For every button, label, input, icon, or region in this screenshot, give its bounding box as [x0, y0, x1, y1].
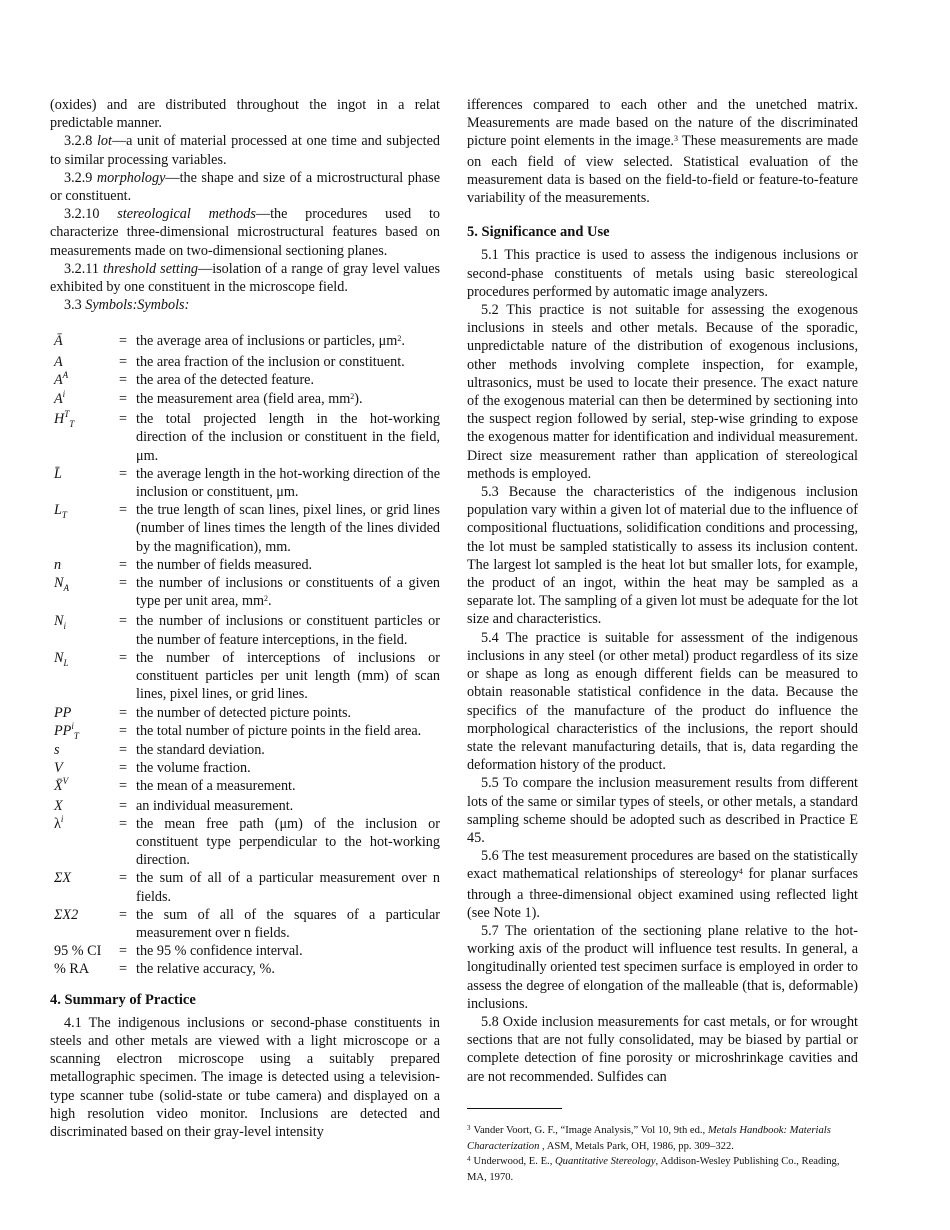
- footnote-number: 4: [467, 1154, 471, 1163]
- symbol-row: [50, 704, 440, 722]
- symbol: [50, 390, 110, 409]
- footnote-ref: 4: [738, 867, 743, 877]
- clause-number: 3.2.8: [64, 133, 93, 150]
- symbol: [50, 722, 110, 741]
- footnote-ref: 3: [674, 134, 679, 144]
- symbol-definition: [136, 353, 440, 371]
- definition-text: the total projected length in the hot-working direction of the inclusion or constituent in the field, μm.: [136, 411, 440, 464]
- symbol-base: V: [54, 760, 63, 777]
- definition-text: the average length in the hot-working direction of the inclusion or constituent, μm.: [136, 465, 440, 501]
- text-run: 5.6 The test measurement procedures are based on the statistically exact mathematical relationships of stereology: [467, 848, 858, 883]
- definition-text: the number of interceptions of inclusions or constituent particles per unit length (mm) of scan lines, pixel lines, or grid lines.: [136, 649, 440, 703]
- paragraph-5-3: 5.3 Because the characteristics of the indigenous inclusion population vary within a given lot of material due to the influence of compositional fluctuations, solidification conditions and processing, the lot must be sampled statistically to assess its inclusion content. The largest lot sampled is the heat lot but smaller lots, for example, the product of an ingot, within the heat may be sampled as a separate lot. The sampling of a given lot must be adequate for the lot size and characteristics.: [467, 484, 858, 628]
- symbol-definition: [136, 390, 440, 410]
- definition-text: the area of the detected feature.: [136, 371, 315, 388]
- symbol-base: L̄: [54, 465, 62, 482]
- text-run: Metals Handbook: Materials Characterization: [467, 1124, 831, 1152]
- left-column: [50, 96, 440, 1141]
- equals-sign: =: [118, 797, 127, 814]
- paragraph-5-2: 5.2 This practice is not suitable for assessing the exogenous inclusions in steels and other metals. Because of the sporadic, unpredictable nature of the distribution of exogenous inclusions, other methods involving complete inspection, for example, ultrasonics, must be used to locate their presence. The exact nature of the exogenous material can then be determined by sectioning into the suspect region followed by serial, step-wise grinding to expose the exogenous matter for identification and individual measurement. Direct size measurement rather than application of stereological methods is employed.: [467, 302, 858, 482]
- definition-text: the area fraction of the inclusion or constituent.: [136, 353, 405, 370]
- definition-text: the number of fields measured.: [136, 556, 313, 573]
- paragraph-4-1: 4.1 The indigenous inclusions or second-phase constituents in steels and other metals are viewed with a light microscope or a scanning electron microscope using a suitably prepared metallographic specimen. The image is detected using a television-type scanner tube (solid-state or tube camera) and displayed on a high resolution video monitor. Inclusions are detected and discriminated based on their gray-level intensity: [50, 1014, 440, 1140]
- equals-sign: =: [118, 502, 127, 519]
- text-run: Underwood, E. E.,: [473, 1155, 555, 1167]
- symbol-subscript: i: [63, 621, 66, 632]
- symbol-row: [50, 353, 440, 371]
- right-column: [467, 96, 858, 1185]
- text-run: These measurements are made on each field of view selected. Statistical evaluation of the measurement data is based on the field-to-field or feature-to-feature variability of the measurements.: [467, 133, 858, 207]
- symbol-superscript: T: [64, 409, 70, 420]
- symbol-subscript: L: [63, 657, 69, 668]
- clause-number: 3.2.9: [64, 169, 93, 186]
- equals-sign: =: [118, 411, 127, 428]
- symbol-base: X: [54, 797, 63, 814]
- paragraph-5-5: 5.5 To compare the inclusion measurement results from different lots of the same or similar types of steels, or other metals, a standard sampling scheme should be adopted such as described in Practice E 45.: [467, 775, 858, 846]
- symbol-definition: [136, 704, 440, 722]
- symbol-row: [50, 759, 440, 777]
- symbol: [50, 410, 110, 429]
- definition-text: the relative accuracy, %.: [136, 961, 275, 978]
- definition-stereological-methods: [50, 205, 440, 260]
- symbol-superscript: i: [60, 813, 64, 824]
- symbol-superscript: i: [62, 389, 66, 400]
- equals-sign: =: [118, 943, 127, 960]
- definition-text: —the procedures used to characterize three-dimensional microstructural features based on measurements made on two-dimensional sectioning planes.: [50, 206, 440, 259]
- symbol: [50, 815, 110, 834]
- symbol-base: 95 % CI: [54, 943, 102, 960]
- definition-morphology: [50, 169, 440, 205]
- symbol-base: X̄: [54, 778, 63, 795]
- text-run: ifferences compared to each other and the unetched matrix.: [467, 97, 858, 113]
- text-run: Vander Voort, G. F., “Image Analysis,” Vol 10, 9th ed.,: [473, 1124, 708, 1136]
- symbol-definition: [136, 741, 440, 759]
- symbol: [50, 574, 110, 593]
- definition-text: the measurement area (field area, mm: [136, 391, 351, 408]
- symbol-row: [50, 371, 440, 390]
- definition-tail: .: [401, 333, 405, 350]
- symbol-base: A: [54, 353, 63, 370]
- symbol-base: N: [54, 575, 64, 592]
- symbol-definition: [136, 574, 440, 612]
- symbol-row: [50, 574, 440, 612]
- paragraph-oxides: (oxides) and are distributed throughout the ingot in a relat predictable manner.: [50, 97, 440, 132]
- symbol: [50, 869, 110, 887]
- definition-text: —the shape and size of a microstructural phase or constituent.: [50, 169, 441, 205]
- symbol-base: % RA: [54, 961, 90, 978]
- definition-lot: [50, 132, 440, 168]
- symbol: [50, 797, 110, 815]
- symbol: [50, 906, 110, 924]
- symbol-definition: [136, 797, 440, 815]
- symbols-heading: [50, 296, 440, 314]
- symbol-superscript: V: [62, 776, 69, 787]
- equals-sign: =: [118, 465, 127, 482]
- equals-sign: =: [118, 778, 127, 795]
- term: threshold setting: [103, 260, 199, 277]
- symbol-definition: [136, 371, 440, 389]
- clause-number: 3.2.10: [64, 206, 100, 223]
- symbol-definition: [136, 612, 440, 648]
- symbol-base: Ā: [54, 333, 63, 350]
- symbol-base: H: [54, 411, 65, 428]
- section-4-heading: 4. Summary of Practice: [50, 991, 196, 1008]
- symbol-definition: [136, 649, 440, 704]
- symbol-row: [50, 722, 440, 741]
- definition-threshold-setting: [50, 260, 440, 296]
- equals-sign: =: [118, 649, 127, 666]
- equals-sign: =: [118, 575, 127, 592]
- paragraph-5-1: 5.1 This practice is used to assess the indigenous inclusions or second-phase constituents of metals using basic stereological procedures performed by automatic image analyzers.: [467, 247, 858, 300]
- symbol-row: [50, 332, 440, 352]
- footnote-number: 3: [467, 1123, 471, 1132]
- symbol: [50, 704, 110, 722]
- section-5-heading: 5. Significance and Use: [467, 224, 610, 241]
- equals-sign: =: [118, 556, 127, 573]
- equals-sign: =: [118, 906, 127, 923]
- symbol-base: PP: [54, 722, 72, 739]
- symbol-definition: [136, 869, 440, 905]
- symbol-row: [50, 906, 440, 942]
- symbol-subscript: A: [63, 583, 69, 594]
- symbol-row: [50, 797, 440, 815]
- equals-sign: =: [118, 870, 127, 887]
- definition-superscript: 2: [350, 392, 355, 402]
- symbol: [50, 777, 110, 796]
- symbol-definition: [136, 556, 440, 574]
- equals-sign: =: [118, 333, 127, 350]
- symbol-definition: [136, 815, 440, 870]
- symbol-definition: [136, 942, 440, 960]
- symbol-definition: [136, 906, 440, 942]
- symbol: [50, 649, 110, 668]
- paragraph-5-7: 5.7 The orientation of the sectioning plane relative to the hot-working axis of the product will influence test results. In general, a longitudinally oriented test specimen surface is employed in order to assess the degree of elongation of the malleable (that is, deformable) inclusions.: [467, 922, 858, 1012]
- definition-tail: ).: [354, 391, 363, 408]
- symbol-definition: [136, 332, 440, 352]
- symbol: [50, 612, 110, 631]
- symbol-row: [50, 612, 440, 648]
- symbol-row: [50, 777, 440, 796]
- symbol-row: [50, 960, 440, 978]
- definition-text: the mean free path (μm) of the inclusion or constituent type perpendicular to the hot-working direction.: [136, 815, 440, 869]
- symbol: [50, 465, 110, 483]
- definition-text: the true length of scan lines, pixel lines, or grid lines (number of lines times the length of the lines divided by the magnification), mm.: [136, 502, 440, 555]
- text-run: , Addison-Wesley Publishing Co., Reading, MA, 1970.: [467, 1155, 840, 1183]
- symbol-definition: [136, 759, 440, 777]
- equals-sign: =: [118, 613, 127, 630]
- definition-superscript: 2: [397, 334, 402, 344]
- paragraph-continued: [467, 96, 858, 207]
- definition-text: the standard deviation.: [136, 741, 265, 758]
- text-run: , ASM, Metals Park, OH, 1986, pp. 309–322.: [539, 1140, 734, 1152]
- symbol-row: [50, 815, 440, 870]
- symbol-row: [50, 869, 440, 905]
- text-run: Measurements are made based on the nature of the discriminated picture point elements in the image.: [467, 115, 858, 150]
- symbol: [50, 371, 110, 390]
- symbol-row: [50, 741, 440, 759]
- equals-sign: =: [118, 371, 127, 388]
- equals-sign: =: [118, 704, 127, 721]
- paragraph-5-8: 5.8 Oxide inclusion measurements for cast metals, or for wrought sections that are not fully consolidated, may be biased by partial or complete detection of fine porosity or microshrinkage cavities and are not recommended. Sulfides can: [467, 1013, 858, 1085]
- symbol: [50, 353, 110, 371]
- text-run: for planar surfaces through a three-dimensional object examined using reflected light (see Note 1).: [467, 866, 859, 921]
- symbol-subscript: T: [69, 419, 75, 430]
- symbol-definition: [136, 722, 440, 740]
- symbol-definition: [136, 777, 440, 795]
- symbols-table: [50, 332, 440, 978]
- definition-text: an individual measurement.: [136, 797, 294, 814]
- equals-sign: =: [118, 760, 127, 777]
- equals-sign: =: [118, 961, 127, 978]
- symbol: [50, 759, 110, 777]
- symbol-subscript: T: [61, 510, 67, 521]
- symbol-definition: [136, 465, 440, 501]
- definition-tail: .: [268, 593, 272, 610]
- symbol: [50, 942, 110, 960]
- definition-text: the number of inclusions or constituents of a given type per unit area, mm: [136, 575, 440, 610]
- equals-sign: =: [118, 741, 127, 758]
- equals-sign: =: [118, 722, 127, 739]
- symbol-row: [50, 556, 440, 574]
- symbol: [50, 332, 110, 350]
- symbol-subscript: T: [73, 730, 79, 741]
- term: lot: [96, 133, 112, 150]
- symbol: [50, 960, 110, 978]
- term: stereological methods: [117, 206, 256, 223]
- symbol-base: n: [54, 556, 62, 573]
- definition-text: the average area of inclusions or particles, μm: [136, 333, 398, 350]
- definition-text: —a unit of material processed at one time and subjected to similar processing variables.: [50, 133, 441, 168]
- symbol-base: L: [54, 502, 62, 519]
- clause-number: 3.3: [64, 297, 82, 314]
- symbol-base: ΣX: [54, 870, 72, 887]
- definition-text: the volume fraction.: [136, 760, 251, 777]
- symbol-row: [50, 649, 440, 704]
- definition-text: the total number of picture points in the field area.: [136, 722, 422, 739]
- symbol-definition: [136, 960, 440, 978]
- symbol-superscript: A: [62, 369, 69, 380]
- footnote-rule: [467, 1108, 562, 1109]
- symbol-row: [50, 465, 440, 501]
- term: Symbols:Symbols:: [85, 297, 190, 314]
- symbol: [50, 741, 110, 759]
- definition-superscript: 2: [264, 594, 269, 604]
- symbol-base: PP: [54, 704, 72, 721]
- definition-text: the sum of all of the squares of a particular measurement over n fields.: [136, 906, 440, 941]
- symbol-row: [50, 942, 440, 960]
- definition-text: —isolation of a range of gray level values exhibited by one constituent in the microscope field.: [50, 260, 441, 296]
- symbol-base: A: [54, 371, 63, 388]
- symbol-base: N: [54, 649, 64, 666]
- term: morphology: [96, 169, 166, 186]
- symbol-base: ΣX2: [54, 906, 79, 923]
- symbol-superscript: i: [71, 720, 74, 731]
- symbol-base: s: [54, 741, 60, 758]
- symbol: [50, 501, 110, 520]
- definition-text: the mean of a measurement.: [136, 778, 296, 795]
- definition-text: the number of detected picture points.: [136, 704, 352, 721]
- equals-sign: =: [118, 815, 127, 832]
- symbol-row: [50, 390, 440, 410]
- definition-text: the 95 % confidence interval.: [136, 943, 303, 960]
- paragraph-5-4: 5.4 The practice is suitable for assessment of the indigenous inclusions in any steel (or other metal) product regardless of its size or shape as long as enough different fields can be measured to obtain reasonable statistical confidence in the data. Because the specifics of the manufacture of the product do influence the morphological characteristics of the inclusions, the report should state the relevant manufacturing details, that is, data regarding the deformation history of the product.: [467, 629, 858, 774]
- footnote-3: [467, 1123, 858, 1154]
- symbol-base: λ: [54, 815, 61, 832]
- text-run: Quantitative Stereology: [555, 1155, 656, 1167]
- equals-sign: =: [118, 353, 127, 370]
- clause-number: 3.2.11: [64, 260, 99, 277]
- symbol-base: N: [54, 613, 64, 630]
- definition-text: the number of inclusions or constituent particles or the number of feature interceptions, in the field.: [136, 613, 440, 648]
- footnote-4: [467, 1154, 858, 1185]
- symbol-row: [50, 501, 440, 556]
- equals-sign: =: [118, 391, 127, 408]
- symbol: [50, 556, 110, 574]
- symbol-definition: [136, 501, 440, 556]
- paragraph-5-6: [467, 847, 858, 922]
- symbol-base: A: [54, 391, 63, 408]
- symbol-definition: [136, 410, 440, 465]
- symbol-row: [50, 410, 440, 465]
- definition-text: the sum of all of a particular measurement over n fields.: [136, 870, 440, 905]
